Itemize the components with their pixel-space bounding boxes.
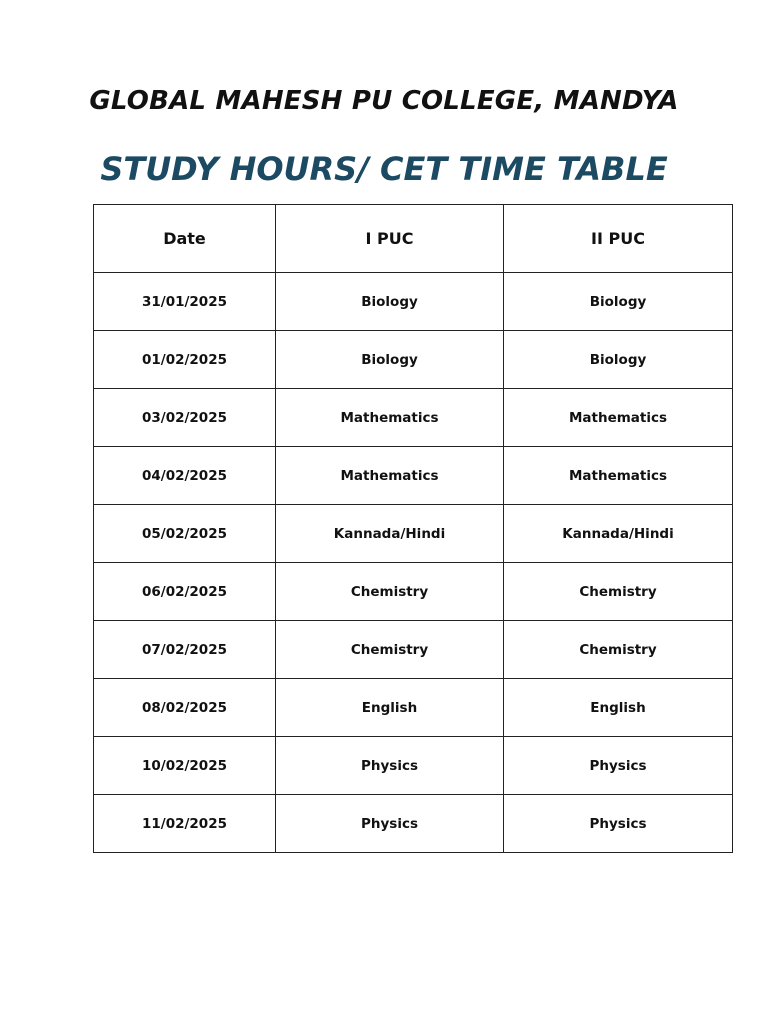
ii-puc-subject-cell: Kannada/Hindi	[504, 505, 733, 563]
ii-puc-subject-cell: English	[504, 679, 733, 737]
date-cell: 11/02/2025	[94, 795, 276, 853]
date-cell: 10/02/2025	[94, 737, 276, 795]
table-row	[94, 737, 733, 795]
i-puc-subject-cell: Mathematics	[276, 447, 504, 505]
ii-puc-subject-cell: Biology	[504, 331, 733, 389]
date-cell: 06/02/2025	[94, 563, 276, 621]
i-puc-subject-cell: Chemistry	[276, 563, 504, 621]
date-cell: 05/02/2025	[94, 505, 276, 563]
date-cell: 01/02/2025	[94, 331, 276, 389]
date-cell: 07/02/2025	[94, 621, 276, 679]
table-row	[94, 795, 733, 853]
column-header-i-puc: I PUC	[276, 205, 504, 273]
i-puc-subject-cell: Biology	[276, 273, 504, 331]
ii-puc-subject-cell: Mathematics	[504, 447, 733, 505]
i-puc-subject-cell: Chemistry	[276, 621, 504, 679]
timetable-table	[93, 204, 733, 853]
i-puc-subject-cell: Mathematics	[276, 389, 504, 447]
college-name-heading: GLOBAL MAHESH PU COLLEGE, MANDYA	[89, 86, 679, 116]
column-header-ii-puc: II PUC	[504, 205, 733, 273]
i-puc-subject-cell: Biology	[276, 331, 504, 389]
table-row	[94, 273, 733, 331]
ii-puc-subject-cell: Chemistry	[504, 621, 733, 679]
table-row	[94, 331, 733, 389]
date-cell: 31/01/2025	[94, 273, 276, 331]
table-row	[94, 679, 733, 737]
table-header-row	[94, 205, 733, 273]
table-row	[94, 563, 733, 621]
date-cell: 08/02/2025	[94, 679, 276, 737]
ii-puc-subject-cell: Physics	[504, 737, 733, 795]
i-puc-subject-cell: Kannada/Hindi	[276, 505, 504, 563]
table-row	[94, 621, 733, 679]
timetable-title: STUDY HOURS/ CET TIME TABLE	[100, 150, 668, 188]
date-cell: 03/02/2025	[94, 389, 276, 447]
table-row	[94, 447, 733, 505]
table-row	[94, 389, 733, 447]
i-puc-subject-cell: English	[276, 679, 504, 737]
table-row	[94, 505, 733, 563]
ii-puc-subject-cell: Physics	[504, 795, 733, 853]
i-puc-subject-cell: Physics	[276, 737, 504, 795]
ii-puc-subject-cell: Chemistry	[504, 563, 733, 621]
column-header-date: Date	[94, 205, 276, 273]
i-puc-subject-cell: Physics	[276, 795, 504, 853]
ii-puc-subject-cell: Mathematics	[504, 389, 733, 447]
date-cell: 04/02/2025	[94, 447, 276, 505]
ii-puc-subject-cell: Biology	[504, 273, 733, 331]
